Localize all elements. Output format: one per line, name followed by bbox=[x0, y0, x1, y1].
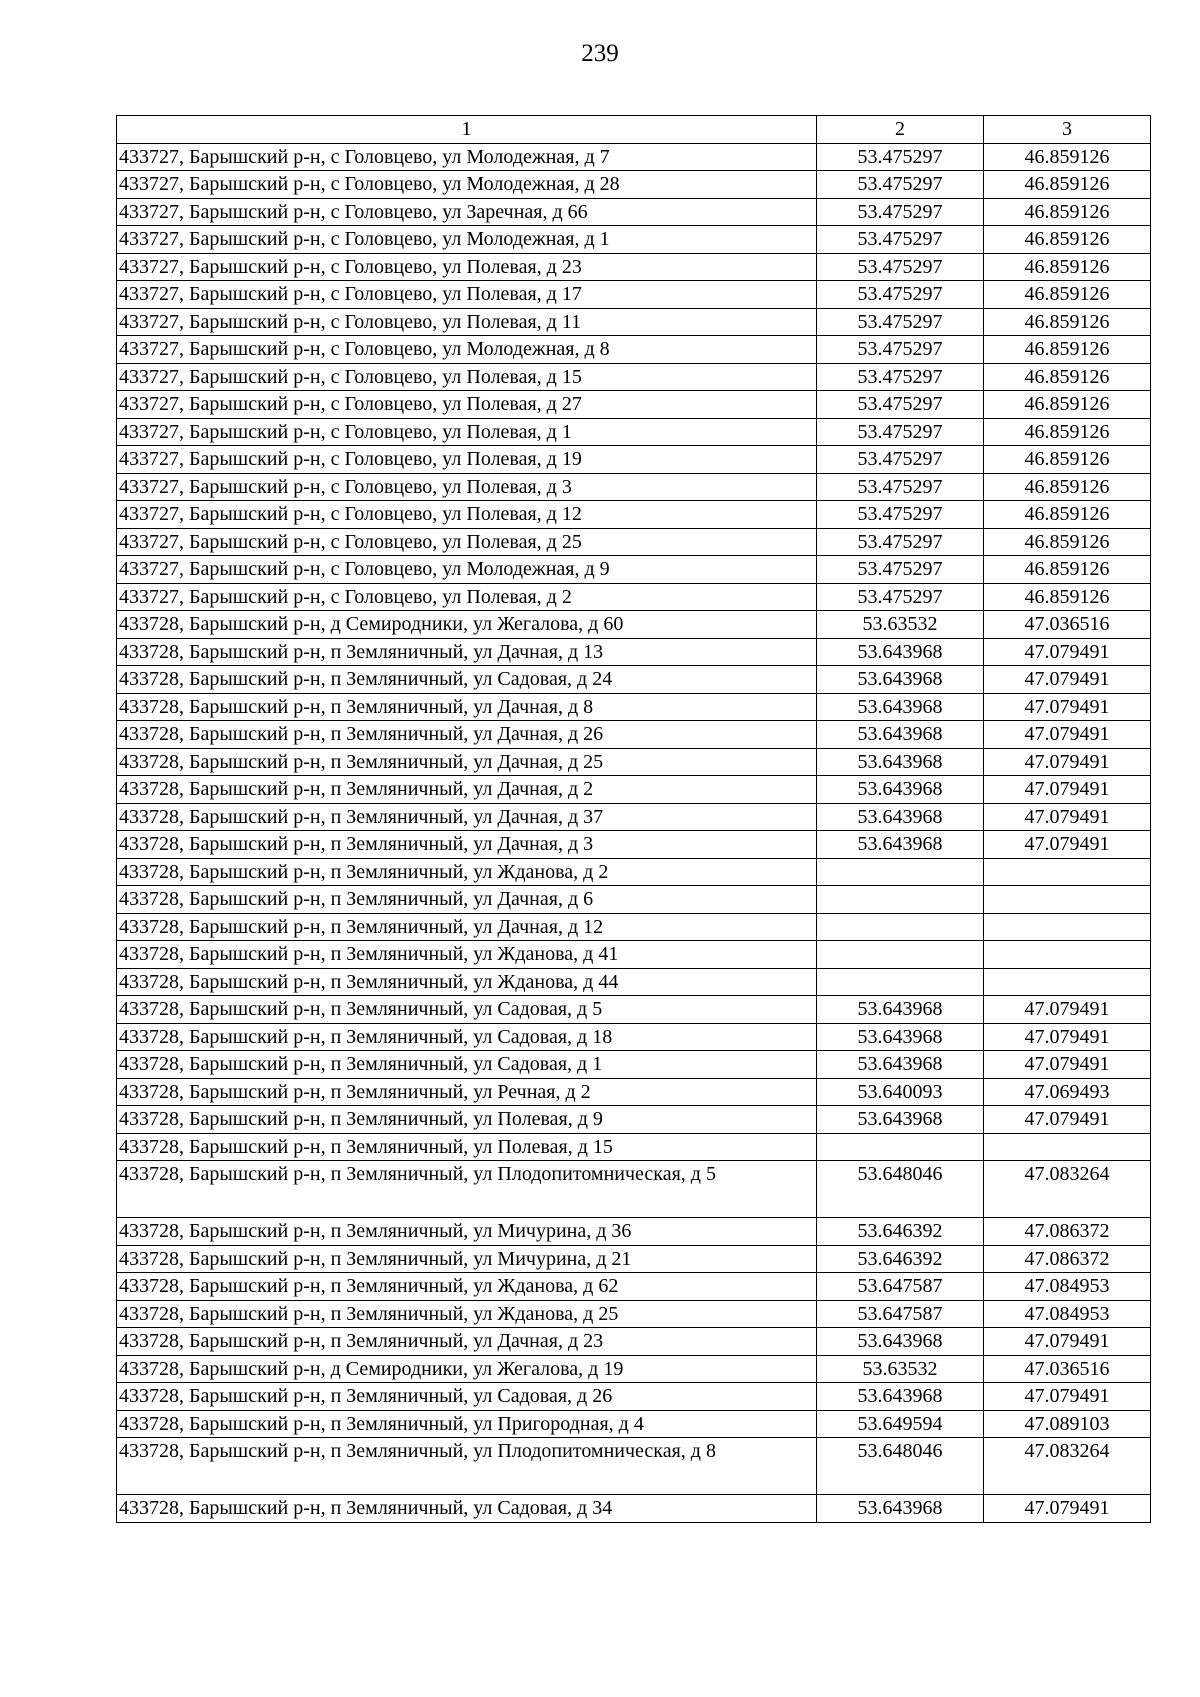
table-row bbox=[117, 611, 1151, 639]
longitude-cell: 47.079491 bbox=[984, 1383, 1151, 1411]
latitude-cell: 53.643968 bbox=[817, 721, 984, 749]
table-row bbox=[117, 1273, 1151, 1301]
longitude-cell: 46.859126 bbox=[984, 226, 1151, 254]
longitude-cell: 47.089103 bbox=[984, 1410, 1151, 1438]
table-row bbox=[117, 171, 1151, 199]
address-cell: 433727, Барышский р-н, с Головцево, ул Полевая, д 19 bbox=[117, 446, 817, 474]
longitude-cell: 47.079491 bbox=[984, 721, 1151, 749]
address-cell: 433728, Барышский р-н, п Земляничный, ул Дачная, д 23 bbox=[117, 1328, 817, 1356]
longitude-cell: 46.859126 bbox=[984, 281, 1151, 309]
longitude-cell: 46.859126 bbox=[984, 308, 1151, 336]
table-row bbox=[117, 1106, 1151, 1134]
latitude-cell bbox=[817, 941, 984, 969]
latitude-cell: 53.475297 bbox=[817, 556, 984, 584]
latitude-cell: 53.643968 bbox=[817, 693, 984, 721]
table-row bbox=[117, 1023, 1151, 1051]
address-cell: 433727, Барышский р-н, с Головцево, ул Молодежная, д 9 bbox=[117, 556, 817, 584]
longitude-cell: 46.859126 bbox=[984, 391, 1151, 419]
address-cell: 433728, Барышский р-н, п Земляничный, ул Садовая, д 26 bbox=[117, 1383, 817, 1411]
table-row bbox=[117, 1410, 1151, 1438]
latitude-cell: 53.475297 bbox=[817, 281, 984, 309]
table-row bbox=[117, 803, 1151, 831]
longitude-cell: 46.859126 bbox=[984, 501, 1151, 529]
longitude-cell: 46.859126 bbox=[984, 171, 1151, 199]
longitude-cell: 46.859126 bbox=[984, 363, 1151, 391]
longitude-cell: 47.083264 bbox=[984, 1438, 1151, 1495]
address-cell: 433728, Барышский р-н, п Земляничный, ул Речная, д 2 bbox=[117, 1078, 817, 1106]
table-row bbox=[117, 473, 1151, 501]
latitude-cell: 53.475297 bbox=[817, 501, 984, 529]
longitude-cell: 46.859126 bbox=[984, 473, 1151, 501]
latitude-cell: 53.475297 bbox=[817, 528, 984, 556]
longitude-cell: 46.859126 bbox=[984, 583, 1151, 611]
table-row bbox=[117, 1328, 1151, 1356]
address-cell: 433727, Барышский р-н, с Головцево, ул Полевая, д 2 bbox=[117, 583, 817, 611]
address-cell: 433728, Барышский р-н, п Земляничный, ул Дачная, д 3 bbox=[117, 831, 817, 859]
longitude-cell bbox=[984, 968, 1151, 996]
longitude-cell: 46.859126 bbox=[984, 143, 1151, 171]
address-cell: 433728, Барышский р-н, п Земляничный, ул Полевая, д 9 bbox=[117, 1106, 817, 1134]
table-row bbox=[117, 363, 1151, 391]
latitude-cell: 53.647587 bbox=[817, 1300, 984, 1328]
longitude-cell: 47.086372 bbox=[984, 1218, 1151, 1246]
table-row bbox=[117, 308, 1151, 336]
address-cell: 433728, Барышский р-н, п Земляничный, ул Мичурина, д 21 bbox=[117, 1245, 817, 1273]
latitude-cell: 53.475297 bbox=[817, 253, 984, 281]
table-row bbox=[117, 886, 1151, 914]
latitude-cell: 53.643968 bbox=[817, 1023, 984, 1051]
page-number: 239 bbox=[581, 40, 619, 67]
latitude-cell: 53.475297 bbox=[817, 583, 984, 611]
longitude-cell: 46.859126 bbox=[984, 528, 1151, 556]
table-row bbox=[117, 143, 1151, 171]
address-cell: 433728, Барышский р-н, п Земляничный, ул Дачная, д 37 bbox=[117, 803, 817, 831]
latitude-cell: 53.643968 bbox=[817, 831, 984, 859]
table-row bbox=[117, 1245, 1151, 1273]
address-cell: 433727, Барышский р-н, с Головцево, ул Заречная, д 66 bbox=[117, 198, 817, 226]
longitude-cell: 47.083264 bbox=[984, 1161, 1151, 1218]
address-cell: 433727, Барышский р-н, с Головцево, ул Полевая, д 11 bbox=[117, 308, 817, 336]
longitude-cell: 46.859126 bbox=[984, 556, 1151, 584]
table-row bbox=[117, 913, 1151, 941]
latitude-cell: 53.643968 bbox=[817, 748, 984, 776]
longitude-cell: 47.079491 bbox=[984, 1023, 1151, 1051]
longitude-cell: 47.079491 bbox=[984, 776, 1151, 804]
address-cell: 433728, Барышский р-н, п Земляничный, ул Жданова, д 2 bbox=[117, 858, 817, 886]
column-header-3: 3 bbox=[984, 116, 1151, 144]
address-cell: 433728, Барышский р-н, п Земляничный, ул Дачная, д 2 bbox=[117, 776, 817, 804]
latitude-cell: 53.475297 bbox=[817, 391, 984, 419]
latitude-cell: 53.648046 bbox=[817, 1438, 984, 1495]
table-row bbox=[117, 1133, 1151, 1161]
table-row bbox=[117, 1300, 1151, 1328]
latitude-cell: 53.643968 bbox=[817, 666, 984, 694]
address-table bbox=[116, 115, 1151, 1523]
longitude-cell: 47.079491 bbox=[984, 1106, 1151, 1134]
address-cell: 433727, Барышский р-н, с Головцево, ул Молодежная, д 8 bbox=[117, 336, 817, 364]
table-row bbox=[117, 336, 1151, 364]
address-cell: 433728, Барышский р-н, п Земляничный, ул Дачная, д 13 bbox=[117, 638, 817, 666]
latitude-cell: 53.649594 bbox=[817, 1410, 984, 1438]
longitude-cell: 47.086372 bbox=[984, 1245, 1151, 1273]
address-cell: 433728, Барышский р-н, п Земляничный, ул Садовая, д 1 bbox=[117, 1051, 817, 1079]
longitude-cell: 46.859126 bbox=[984, 198, 1151, 226]
table-row bbox=[117, 226, 1151, 254]
table-row bbox=[117, 1078, 1151, 1106]
address-cell: 433728, Барышский р-н, п Земляничный, ул Жданова, д 41 bbox=[117, 941, 817, 969]
address-cell: 433727, Барышский р-н, с Головцево, ул Полевая, д 17 bbox=[117, 281, 817, 309]
latitude-cell: 53.643968 bbox=[817, 1106, 984, 1134]
table-row bbox=[117, 1051, 1151, 1079]
table-row bbox=[117, 1495, 1151, 1523]
table-row bbox=[117, 446, 1151, 474]
longitude-cell bbox=[984, 913, 1151, 941]
longitude-cell: 46.859126 bbox=[984, 336, 1151, 364]
table-row bbox=[117, 776, 1151, 804]
longitude-cell: 47.079491 bbox=[984, 803, 1151, 831]
table-row bbox=[117, 391, 1151, 419]
latitude-cell: 53.475297 bbox=[817, 363, 984, 391]
longitude-cell: 47.079491 bbox=[984, 666, 1151, 694]
latitude-cell: 53.475297 bbox=[817, 336, 984, 364]
address-cell: 433728, Барышский р-н, п Земляничный, ул Жданова, д 25 bbox=[117, 1300, 817, 1328]
table-row bbox=[117, 858, 1151, 886]
table-row bbox=[117, 968, 1151, 996]
table-row bbox=[117, 666, 1151, 694]
address-cell: 433728, Барышский р-н, п Земляничный, ул Плодопитомническая, д 5 bbox=[117, 1161, 817, 1218]
address-cell: 433728, Барышский р-н, п Земляничный, ул Садовая, д 18 bbox=[117, 1023, 817, 1051]
longitude-cell bbox=[984, 1133, 1151, 1161]
latitude-cell bbox=[817, 968, 984, 996]
table-row bbox=[117, 281, 1151, 309]
table-row bbox=[117, 418, 1151, 446]
latitude-cell: 53.475297 bbox=[817, 308, 984, 336]
latitude-cell: 53.646392 bbox=[817, 1218, 984, 1246]
latitude-cell: 53.643968 bbox=[817, 1495, 984, 1523]
latitude-cell: 53.643968 bbox=[817, 1383, 984, 1411]
table-row bbox=[117, 941, 1151, 969]
longitude-cell: 47.079491 bbox=[984, 1328, 1151, 1356]
table-row bbox=[117, 253, 1151, 281]
table-row bbox=[117, 638, 1151, 666]
longitude-cell: 47.084953 bbox=[984, 1273, 1151, 1301]
column-header-1: 1 bbox=[117, 116, 817, 144]
address-cell: 433728, Барышский р-н, п Земляничный, ул Пригородная, д 4 bbox=[117, 1410, 817, 1438]
address-cell: 433727, Барышский р-н, с Головцево, ул Полевая, д 3 bbox=[117, 473, 817, 501]
address-cell: 433727, Барышский р-н, с Головцево, ул Полевая, д 27 bbox=[117, 391, 817, 419]
address-cell: 433728, Барышский р-н, п Земляничный, ул Садовая, д 5 bbox=[117, 996, 817, 1024]
latitude-cell bbox=[817, 858, 984, 886]
table-body bbox=[117, 143, 1151, 1522]
address-cell: 433728, Барышский р-н, п Земляничный, ул Дачная, д 8 bbox=[117, 693, 817, 721]
latitude-cell: 53.643968 bbox=[817, 1328, 984, 1356]
longitude-cell: 47.079491 bbox=[984, 1051, 1151, 1079]
latitude-cell: 53.643968 bbox=[817, 1051, 984, 1079]
longitude-cell: 46.859126 bbox=[984, 418, 1151, 446]
latitude-cell: 53.63532 bbox=[817, 611, 984, 639]
address-cell: 433728, Барышский р-н, п Земляничный, ул Садовая, д 34 bbox=[117, 1495, 817, 1523]
table-row bbox=[117, 1438, 1151, 1495]
longitude-cell: 47.079491 bbox=[984, 1495, 1151, 1523]
table-row bbox=[117, 721, 1151, 749]
longitude-cell: 47.079491 bbox=[984, 831, 1151, 859]
address-cell: 433728, Барышский р-н, п Земляничный, ул Дачная, д 6 bbox=[117, 886, 817, 914]
latitude-cell: 53.475297 bbox=[817, 473, 984, 501]
table-row bbox=[117, 1355, 1151, 1383]
longitude-cell: 47.036516 bbox=[984, 611, 1151, 639]
longitude-cell: 47.036516 bbox=[984, 1355, 1151, 1383]
latitude-cell: 53.63532 bbox=[817, 1355, 984, 1383]
address-cell: 433728, Барышский р-н, п Земляничный, ул Полевая, д 15 bbox=[117, 1133, 817, 1161]
longitude-cell bbox=[984, 941, 1151, 969]
table-row bbox=[117, 831, 1151, 859]
latitude-cell: 53.643968 bbox=[817, 776, 984, 804]
table-row bbox=[117, 198, 1151, 226]
table-row bbox=[117, 1218, 1151, 1246]
address-cell: 433728, Барышский р-н, п Земляничный, ул Жданова, д 62 bbox=[117, 1273, 817, 1301]
address-cell: 433728, Барышский р-н, п Земляничный, ул Дачная, д 26 bbox=[117, 721, 817, 749]
latitude-cell: 53.646392 bbox=[817, 1245, 984, 1273]
latitude-cell: 53.643968 bbox=[817, 803, 984, 831]
column-header-2: 2 bbox=[817, 116, 984, 144]
longitude-cell bbox=[984, 886, 1151, 914]
table-row bbox=[117, 528, 1151, 556]
latitude-cell: 53.643968 bbox=[817, 638, 984, 666]
address-cell: 433727, Барышский р-н, с Головцево, ул Полевая, д 1 bbox=[117, 418, 817, 446]
longitude-cell bbox=[984, 858, 1151, 886]
address-cell: 433728, Барышский р-н, п Земляничный, ул Плодопитомническая, д 8 bbox=[117, 1438, 817, 1495]
latitude-cell bbox=[817, 1133, 984, 1161]
address-cell: 433728, Барышский р-н, п Земляничный, ул Дачная, д 12 bbox=[117, 913, 817, 941]
latitude-cell: 53.475297 bbox=[817, 143, 984, 171]
address-cell: 433728, Барышский р-н, п Земляничный, ул Жданова, д 44 bbox=[117, 968, 817, 996]
address-cell: 433728, Барышский р-н, п Земляничный, ул Мичурина, д 36 bbox=[117, 1218, 817, 1246]
longitude-cell: 47.084953 bbox=[984, 1300, 1151, 1328]
address-cell: 433728, Барышский р-н, д Семиродники, ул Жегалова, д 60 bbox=[117, 611, 817, 639]
latitude-cell: 53.647587 bbox=[817, 1273, 984, 1301]
longitude-cell: 47.079491 bbox=[984, 748, 1151, 776]
table-row bbox=[117, 583, 1151, 611]
table-row bbox=[117, 1383, 1151, 1411]
longitude-cell: 46.859126 bbox=[984, 446, 1151, 474]
latitude-cell: 53.643968 bbox=[817, 996, 984, 1024]
table-row bbox=[117, 556, 1151, 584]
address-cell: 433727, Барышский р-н, с Головцево, ул Молодежная, д 7 bbox=[117, 143, 817, 171]
latitude-cell: 53.475297 bbox=[817, 198, 984, 226]
latitude-cell bbox=[817, 886, 984, 914]
latitude-cell: 53.475297 bbox=[817, 226, 984, 254]
address-cell: 433727, Барышский р-н, с Головцево, ул Полевая, д 15 bbox=[117, 363, 817, 391]
latitude-cell bbox=[817, 913, 984, 941]
latitude-cell: 53.475297 bbox=[817, 418, 984, 446]
longitude-cell: 47.079491 bbox=[984, 638, 1151, 666]
table-row bbox=[117, 693, 1151, 721]
address-cell: 433728, Барышский р-н, п Земляничный, ул Садовая, д 24 bbox=[117, 666, 817, 694]
address-cell: 433728, Барышский р-н, п Земляничный, ул Дачная, д 25 bbox=[117, 748, 817, 776]
longitude-cell: 47.069493 bbox=[984, 1078, 1151, 1106]
latitude-cell: 53.640093 bbox=[817, 1078, 984, 1106]
address-cell: 433728, Барышский р-н, д Семиродники, ул Жегалова, д 19 bbox=[117, 1355, 817, 1383]
address-cell: 433727, Барышский р-н, с Головцево, ул Полевая, д 25 bbox=[117, 528, 817, 556]
latitude-cell: 53.475297 bbox=[817, 446, 984, 474]
latitude-cell: 53.475297 bbox=[817, 171, 984, 199]
table-row bbox=[117, 501, 1151, 529]
table-row bbox=[117, 996, 1151, 1024]
table-header-row bbox=[117, 116, 1151, 144]
address-cell: 433727, Барышский р-н, с Головцево, ул Молодежная, д 1 bbox=[117, 226, 817, 254]
address-cell: 433727, Барышский р-н, с Головцево, ул Полевая, д 12 bbox=[117, 501, 817, 529]
table-row bbox=[117, 748, 1151, 776]
longitude-cell: 46.859126 bbox=[984, 253, 1151, 281]
address-cell: 433727, Барышский р-н, с Головцево, ул Полевая, д 23 bbox=[117, 253, 817, 281]
longitude-cell: 47.079491 bbox=[984, 996, 1151, 1024]
address-cell: 433727, Барышский р-н, с Головцево, ул Молодежная, д 28 bbox=[117, 171, 817, 199]
longitude-cell: 47.079491 bbox=[984, 693, 1151, 721]
table-row bbox=[117, 1161, 1151, 1218]
latitude-cell: 53.648046 bbox=[817, 1161, 984, 1218]
